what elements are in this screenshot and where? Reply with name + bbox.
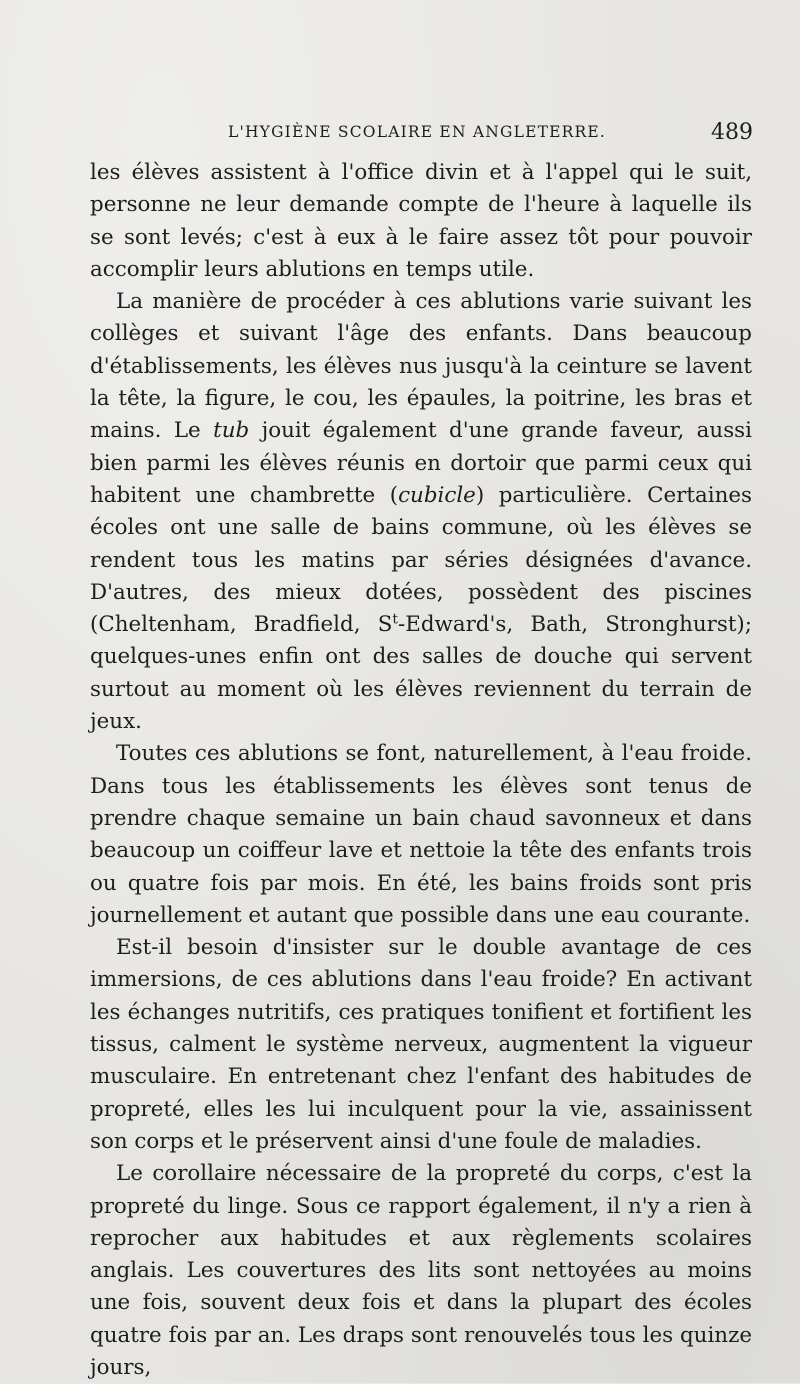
paragraph-text: jouit également d'une grande faveur, aussi bien parmi les élèves réunis en dortoir que parmi ceux qui habitent une chambrette (	[90, 418, 752, 508]
italic-term-tub: tub	[213, 418, 250, 444]
paragraph-continuation: les élèves assistent à l'office divin et à l'appel qui le suit, personne ne leur demande compte de l'heure à laquelle ils se sont levés; c'est à eux à le faire assez tôt pour pouvoir accomplir leurs ablutions en temps utile.	[90, 160, 752, 282]
paragraph-linen: Le corollaire nécessaire de la propreté du corps, c'est la propreté du linge. Sous ce rapport également, il n'y a rien à reprocher aux habitudes et aux règlements scolaires anglais. Les couvertures des lits sont nettoyées au moins une fois, souvent deux fois et dans la plupart des écoles quatre fois par an. Les draps sont renouvelés tous les quinze jours,	[90, 1161, 752, 1380]
body-text	[90, 157, 752, 1384]
paragraph-advantages: Est-il besoin d'insister sur le double avantage de ces immersions, de ces ablutions dans l'eau froide? En activant les échanges nutritifs, ces pratiques tonifient et fortifient les tissus, calment le système nerveux, augmentent la vigueur musculaire. En entretenant chez l'enfant des habitudes de propreté, elles les lui inculquent pour la vie, assainissent son corps et le préservent ainsi d'une foule de maladies.	[90, 935, 752, 1154]
paragraph-text: La manière de procéder à ces ablutions varie suivant les collèges et suivant l'âge des enfants. Dans beaucoup d'établissements, les élèves nus jusqu'à la ceinture se lavent la tête, la figure, le cou, les épaules, la poitrine, les bras et mains. Le	[90, 289, 752, 444]
superscript: t	[392, 611, 398, 628]
paragraph-cold-water: Toutes ces ablutions se font, naturellement, à l'eau froide. Dans tous les établissements les élèves sont tenus de prendre chaque semaine un bain chaud savonneux et dans beaucoup un coiffeur lave et nettoie la tête des enfants trois ou quatre fois par mois. En été, les bains froids sont pris journellement et autant que possible dans une eau courante.	[90, 741, 752, 928]
page-header	[228, 120, 753, 150]
paragraph-text: -Edward's, Bath, Stronghurst); quelques-unes enfin ont des salles de douche qui servent surtout au moment où les élèves reviennent du terrain de jeux.	[90, 612, 752, 735]
running-title: L'HYGIÈNE SCOLAIRE EN ANGLETERRE.	[228, 123, 607, 141]
paragraph-text: ) particulière. Certaines écoles ont une salle de bains commune, où les élèves se rendent tous les matins par séries désignées d'avance. D'autres, des mieux dotées, possèdent des piscines (Cheltenham, Bradfield, S	[90, 482, 752, 638]
italic-term-cubicle: cubicle	[398, 482, 476, 508]
page-number: 489	[711, 120, 753, 145]
paragraph-ablutions	[90, 286, 752, 738]
